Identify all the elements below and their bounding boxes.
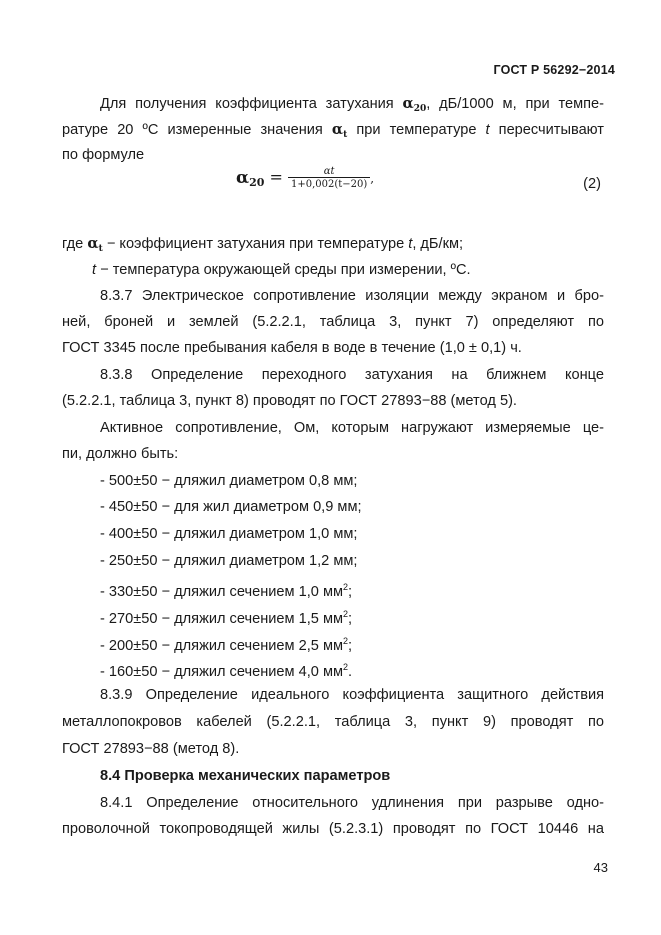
list-item: - 400±50 − дляжил диаметром 1,0 мм; [100, 526, 358, 542]
alpha-symbol: $\alpha_{20}$ [402, 95, 427, 114]
resist-line-2: пи, должно быть: [62, 446, 179, 462]
p839-line-2: металлопокровов кабелей (5.2.2.1, таблица 3, пункт 9) проводят по [62, 714, 604, 730]
formula-fraction: $\frac{\alpha t}{1+0,002(t-20)}$ [288, 166, 370, 190]
list-item: - 160±50 − дляжил сечением 4,0 $мм^2$. [100, 662, 353, 680]
formula-number: (2) [583, 176, 601, 192]
alpha-t-symbol: $\alpha_t$ [87, 235, 103, 254]
list-item: - 200±50 − дляжил сечением 2,5 $мм^2$; [100, 636, 353, 654]
intro-line-2: ратуре 20 ºС измеренные значения $\alpha_t$ при температуре t пересчитывают [62, 121, 604, 140]
section-heading-8-4: 8.4 Проверка механических параметров [100, 768, 391, 784]
resist-line-1: Активное сопротивление, Ом, которым нагружают измеряемые це- [100, 420, 604, 436]
p837-line-1: 8.3.7 Электрическое сопротивление изоляции между экраном и бро- [100, 288, 604, 304]
alpha-t-symbol: $\alpha_t$ [331, 121, 348, 140]
intro-line-3: по формуле [62, 147, 145, 163]
p838-line-2: (5.2.2.1, таблица 3, пункт 8) проводят по ГОСТ 27893−88 (метод 5). [62, 393, 517, 409]
p838-line-1: 8.3.8 Определение переходного затухания на ближнем конце [100, 367, 604, 383]
formula-lhs: $\alpha_{20}$ [236, 167, 265, 189]
p837-line-3: ГОСТ 3345 после пребывания кабеля в воде в течение (1,0 ± 0,1) ч. [62, 340, 522, 356]
p839-line-3: ГОСТ 27893−88 (метод 8). [62, 741, 240, 757]
p839-line-1: 8.3.9 Определение идеального коэффициента защитного действия [100, 687, 604, 703]
p841-line-2: проволочной токопроводящей жилы (5.2.3.1) проводят по ГОСТ 10446 на [62, 821, 604, 837]
page-number: 43 [593, 860, 608, 875]
intro-line-1: Для получения коэффициента затухания $\alpha_{20}$, дБ/1000 м, при темпе- [100, 95, 604, 114]
where-line-2: t − температура окружающей среды при измерении, ºС. [92, 262, 471, 278]
formula-2: $\alpha_{20}$ = $\frac{\alpha t}{1+0,002(t-20)}$ , [236, 166, 375, 190]
list-item: - 270±50 − дляжил сечением 1,5 $мм^2$; [100, 609, 353, 627]
list-item: - 250±50 − дляжил диаметром 1,2 мм; [100, 553, 358, 569]
list-item: - 450±50 − для жил диаметром 0,9 мм; [100, 499, 362, 515]
list-item: - 500±50 − дляжил диаметром 0,8 мм; [100, 473, 358, 489]
p837-line-2: ней, броней и землей (5.2.2.1, таблица 3, пункт 7) определяют по [62, 314, 604, 330]
where-line-1: где $\alpha_t$ − коэффициент затухания при температуре t, дБ/км; [62, 235, 464, 254]
document-code: ГОСТ Р 56292−2014 [493, 63, 615, 77]
list-item: - 330±50 − дляжил сечением 1,0 $мм^2$; [100, 582, 353, 600]
p841-line-1: 8.4.1 Определение относительного удлинения при разрыве одно- [100, 795, 604, 811]
